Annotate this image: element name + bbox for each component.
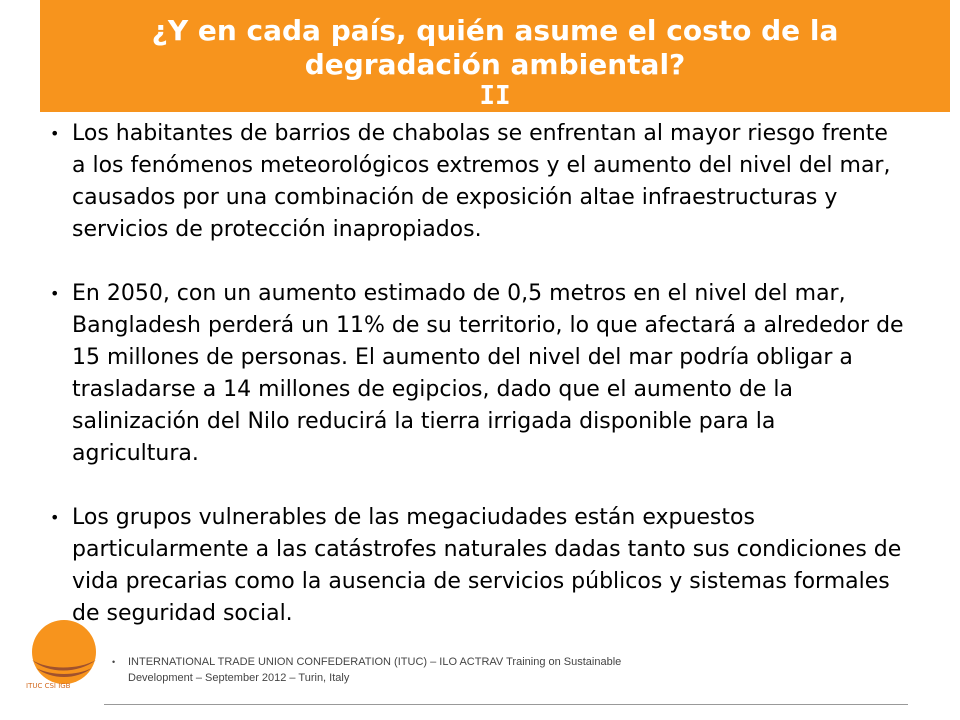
slide-title-line-3: II	[479, 81, 511, 111]
bullet-item	[48, 278, 908, 470]
logo-label: ITUC CSI IGB	[26, 682, 71, 690]
bullet-text: En 2050, con un aumento estimado de 0,5 metros en el nivel del mar, Bangladesh perderá un 11% de su territorio, lo que afectará a alrededor de 15 millones de personas. El aumento del nivel del mar podría obligar a trasladarse a 14 millones de egipcios, dado que el aumento de la salinización del Nilo reducirá la tierra irrigada disponible para la agricultura.	[72, 281, 904, 466]
footer-line-1: INTERNATIONAL TRADE UNION CONFEDERATION (ITUC) – ILO ACTRAV Training on Sustainable	[128, 656, 622, 668]
bullet-text: Los habitantes de barrios de chabolas se enfrentan al mayor riesgo frente a los fenómenos meteorológicos extremos y el aumento del nivel del mar, causados por una combinación de exposición altae infraestructuras y servicios de protección inapropiados.	[72, 121, 891, 242]
bullet-marker: •	[50, 284, 60, 303]
ituc-logo-icon	[18, 612, 110, 712]
footer-bullet-marker: •	[112, 657, 116, 667]
bullet-list	[48, 118, 908, 630]
footer-divider	[104, 704, 908, 705]
slide-title	[40, 0, 950, 112]
footer-line-2: Development – September 2012 – Turin, Italy	[128, 672, 350, 684]
bullet-item	[48, 502, 908, 630]
bullet-item	[48, 118, 908, 246]
slide-title-line-2: degradación ambiental?	[304, 48, 686, 81]
slide-title-line-1: ¿Y en cada país, quién asume el costo de la	[151, 14, 839, 47]
bullet-marker: •	[50, 508, 60, 527]
footer	[112, 654, 832, 686]
bullet-text: Los grupos vulnerables de las megaciudades están expuestos particularmente a las catástrofes naturales dadas tanto sus condiciones de vida precarias como la ausencia de servicios públicos y sistemas formales de seguridad social.	[72, 505, 902, 626]
bullet-marker: •	[50, 124, 60, 143]
